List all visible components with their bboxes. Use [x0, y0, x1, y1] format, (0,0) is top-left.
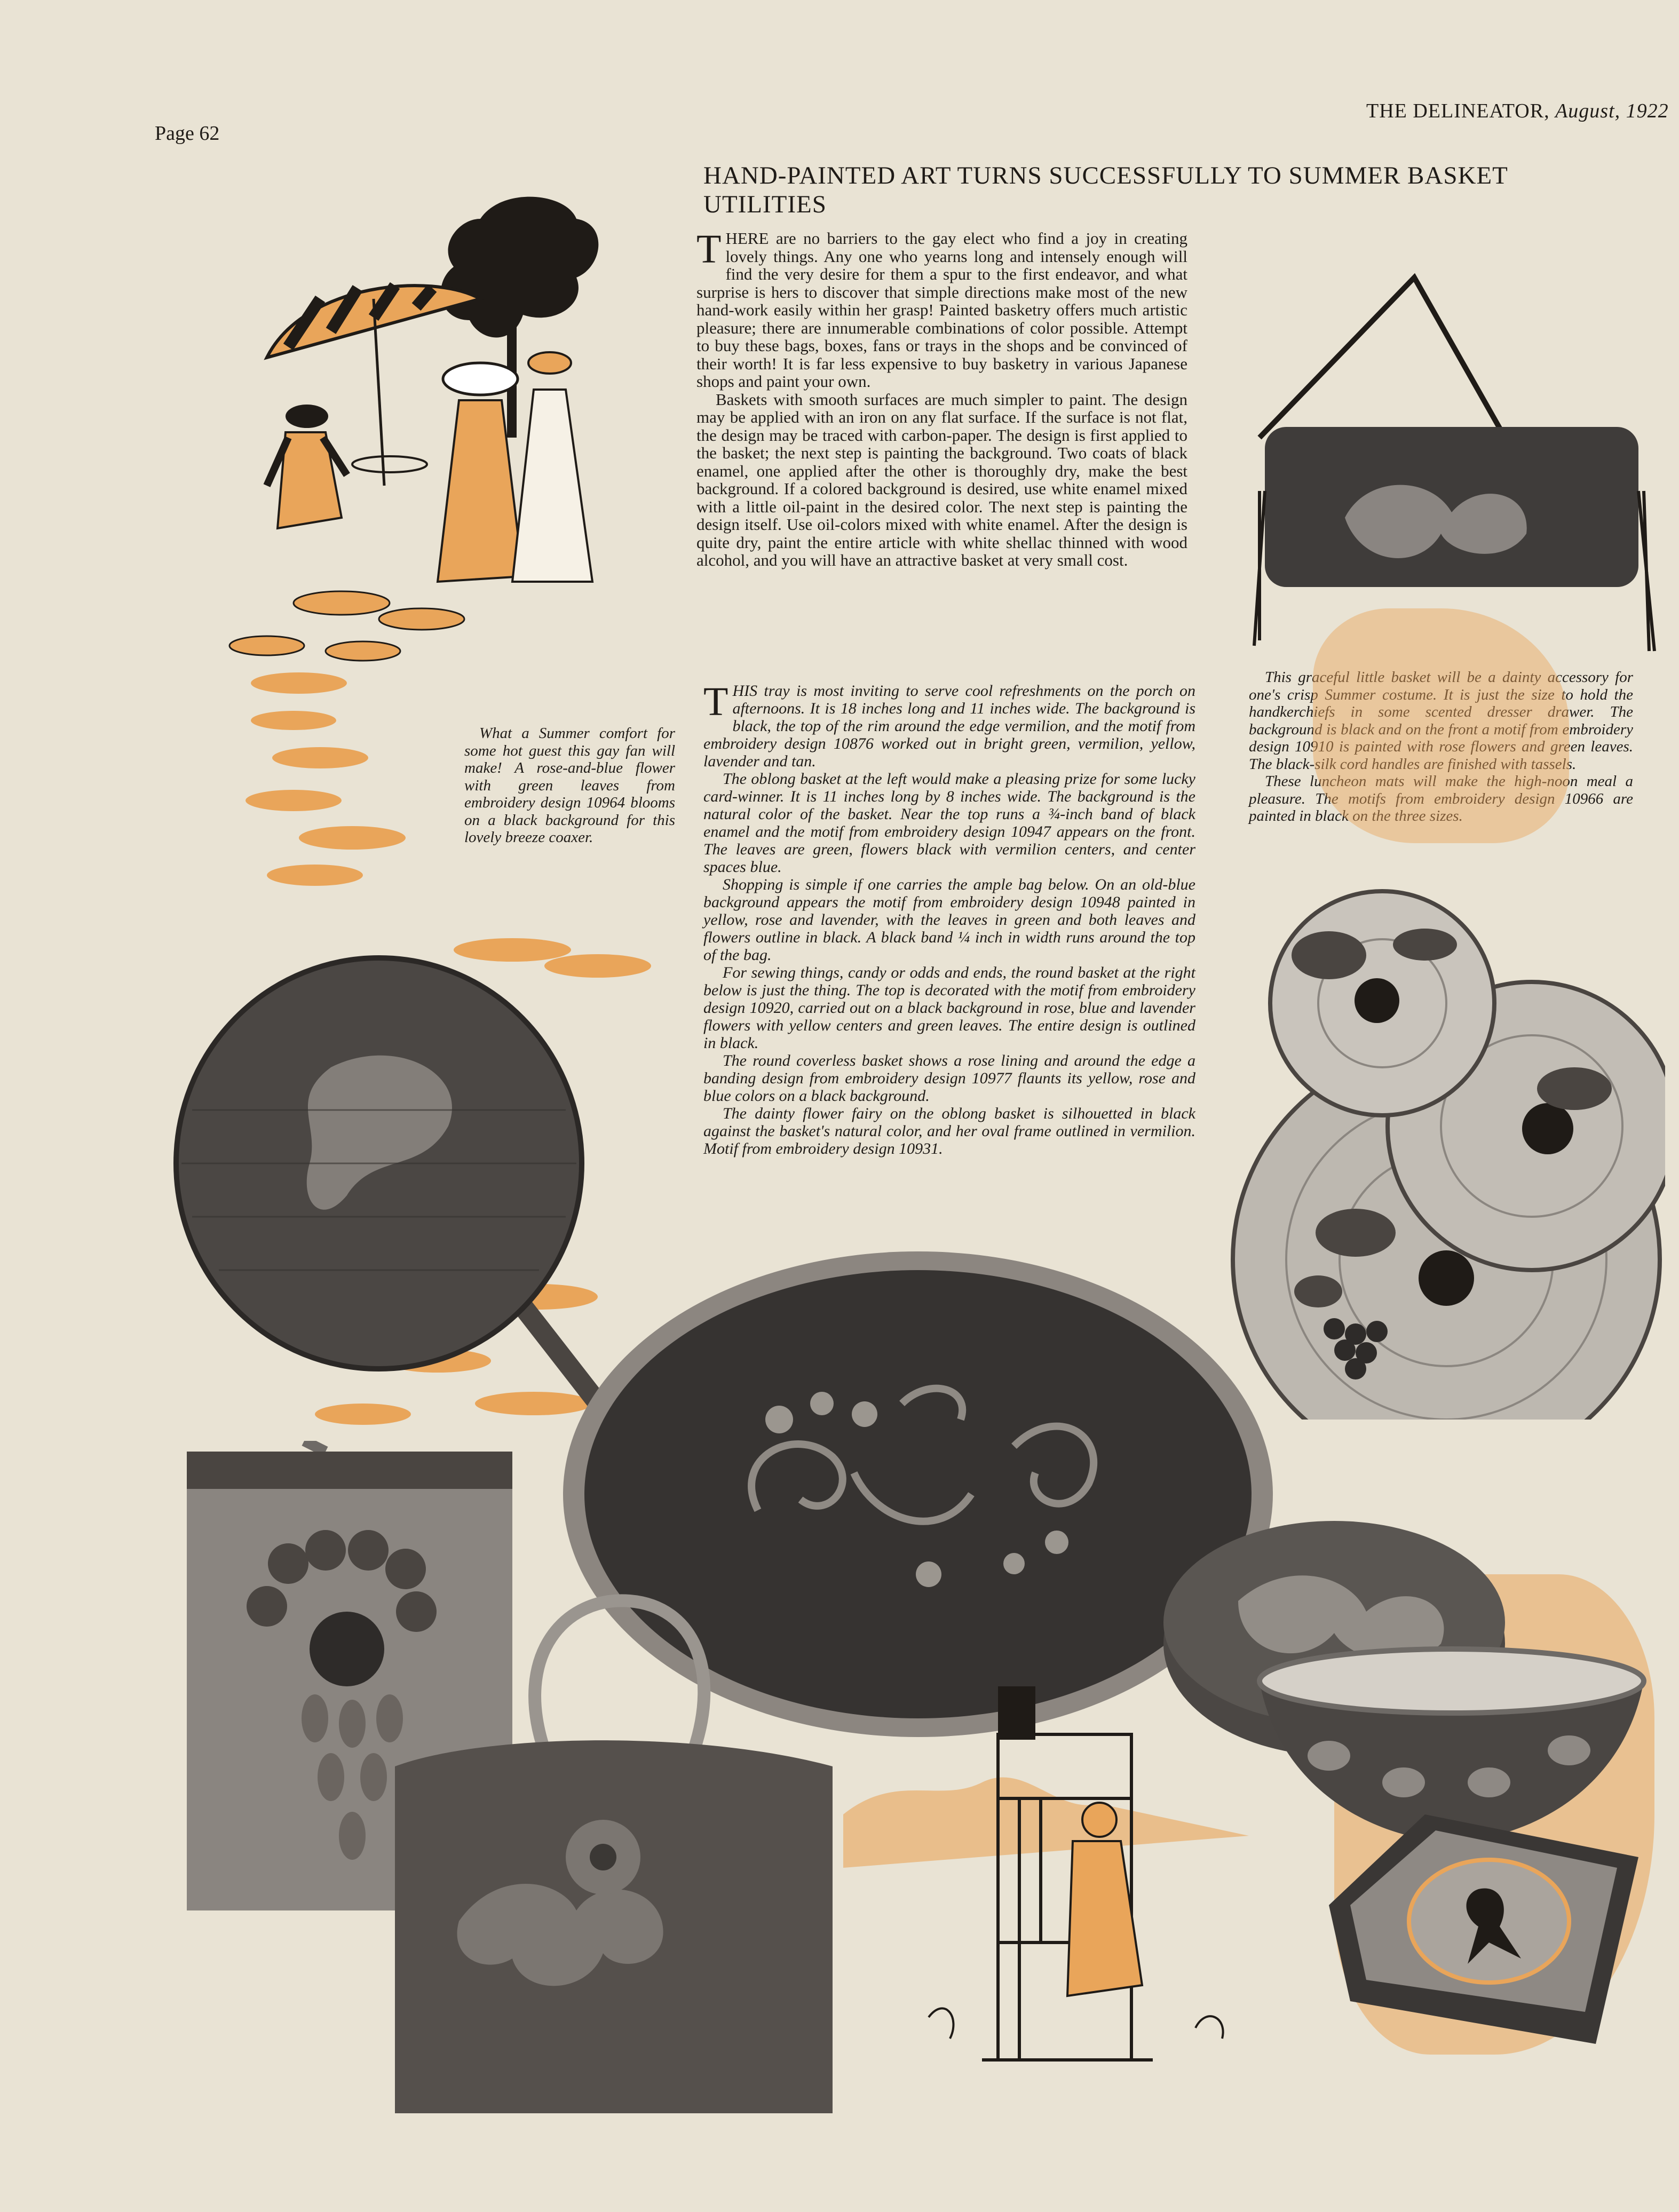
bag-caption-paragraph-2: These luncheon mats will make the high-noon meal a pleasure. The motifs from embroidery design 10966 are painted in black on the three sizes.	[1249, 773, 1633, 824]
issue-date: August, 1922	[1555, 100, 1669, 122]
caption-paragraph-4: For sewing things, candy or odds and ends, the round basket at the right below is just the thing. The top is decorated with the motif from embroidery design 10920, carried out on a black background in rose, blue and lavender flowers with yellow centers and green leaves. The entire design is outlined in black.	[703, 964, 1195, 1052]
article-title: HAND-PAINTED ART TURNS SUCCESSFULLY TO SUMMER BASKET UTILITIES	[703, 162, 1508, 218]
garden-party-illustration	[181, 187, 678, 667]
intro-paragraph-1	[696, 229, 1187, 391]
caption-paragraph-1-text: HIS tray is most inviting to serve cool refreshments on the porch on afternoons. It is 18 inches long and 11 inches wide. The background is black, the top of the rim around the edge vermilion, and the motif from embroidery design 10876 worked out in bright green, vermilion, yellow, lavender and tan.	[703, 682, 1195, 770]
garden-gate-illustration	[822, 1644, 1334, 2103]
shopping-bag-illustration	[374, 1590, 843, 2124]
caption-dropcap: T	[703, 679, 728, 724]
intro-paragraph-2: Baskets with smooth surfaces are much simpler to paint. The design may be applied with an iron on any flat surface. If the surface is not flat, the design may be traced with carbon-paper. The design is first applied to the basket; the next step is painting the background. Two coats of black enamel, one applied after the other is thoroughly dry, make the best background. If a colored background is desired, use white enamel mixed with a little oil-paint in the desired color. The next step is painting the design itself. Use oil-colors mixed with white enamel. After the design is quite dry, paint the entire article with white shellac thinned with wood alcohol, and you will have an attractive basket at very small cost.	[696, 390, 1187, 569]
caption-paragraph-5: The round coverless basket shows a rose lining and around the edge a banding design from embroidery design 10977 flaunts its yellow, rose and blue colors on a black background.	[703, 1052, 1195, 1105]
flower-fairy-box-illustration	[1318, 1798, 1644, 2049]
tray-caption-block	[703, 679, 1195, 1157]
luncheon-mats-illustration	[1222, 886, 1665, 1420]
caption-paragraph-3: Shopping is simple if one carries the ample bag below. On an old-blue background appears the motif from embroidery design 10948 painted in yellow, rose and lavender, with the leaves in green and both leaves and flowers outline in black. A black band ¼ inch in width runs around the top of the bag.	[703, 876, 1195, 964]
caption-paragraph-2: The oblong basket at the left would make a pleasing prize for some lucky card-winner. It is 11 inches long by 8 inches wide. The background is the natural color of the basket. Near the top runs a ¾-inch band of black enamel and the motif from embroidery design 10947 appears on the front. The leaves are green, flowers black with vermilion centers, and center spaces blue.	[703, 770, 1195, 876]
fan-caption: What a Summer comfort for some hot guest this gay fan will make! A rose-and-blue flower with green leaves from embroidery design 10964 blooms on a black background for this lovely breeze coaxer.	[464, 725, 675, 846]
page-number: Page 62	[155, 122, 220, 145]
magazine-name: THE DELINEATOR,	[1366, 100, 1550, 122]
intro-dropcap: T	[696, 227, 722, 272]
handkerchief-basket-illustration	[1227, 267, 1670, 672]
intro-paragraph-1-text: HERE are no barriers to the gay elect who find a joy in creating lovely things. Any one who yearns long and intensely enough will find the very desire for them a spur to the first endeavor, and what surprise is hers to discover that simple directions make most of the new hand-work easily within her grasp! Painted basketry offers much artistic pleasure; there are innumerable combinations of color possible. Attempt to buy these bags, boxes, fans or trays in the shops and be convinced of their worth! It is far less expensive to buy basketry in various Japanese shops and paint your own.	[696, 229, 1187, 391]
caption-paragraph-6: The dainty flower fairy on the oblong basket is silhouetted in black against the basket's natural color, and her oval frame outlined in vermilion. Motif from embroidery design 10931.	[703, 1105, 1195, 1157]
caption-paragraph-1	[703, 679, 1195, 770]
bag-caption-paragraph-1: This graceful little basket will be a dainty accessory for one's crisp Summer costume. It is just the size to hold the handkerchiefs in some scented dresser drawer. The background is black and on the front a motif from embroidery design 10910 is painted with rose flowers and green leaves. The black-silk cord handles are finished with tassels.	[1249, 669, 1633, 773]
running-header	[1366, 99, 1669, 123]
intro-text	[696, 229, 1187, 569]
